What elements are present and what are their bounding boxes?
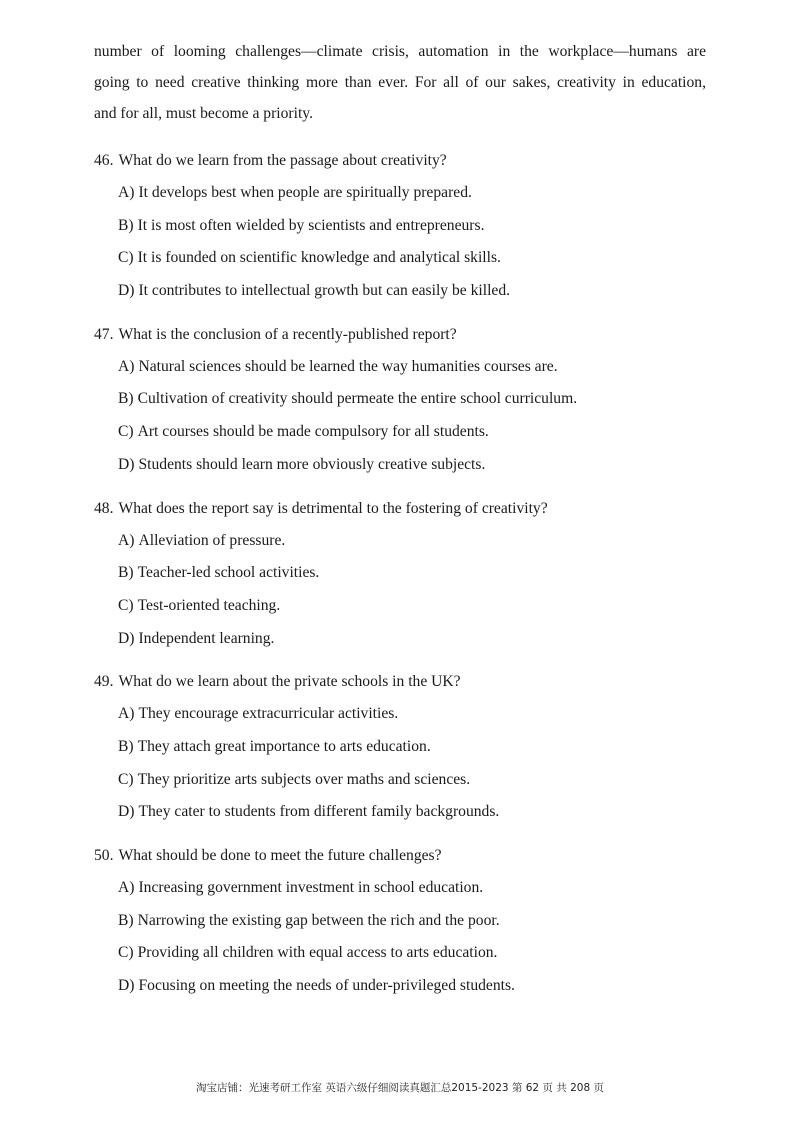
option-text: It is founded on scientific knowledge and analytical skills. — [137, 249, 501, 267]
option-letter: A) — [118, 357, 135, 375]
option-text: Alleviation of pressure. — [138, 531, 286, 549]
option-a — [94, 698, 714, 731]
option-letter: B) — [118, 216, 134, 234]
option-a — [94, 351, 714, 384]
option-text: Students should learn more obviously creative subjects. — [138, 455, 486, 473]
option-d — [94, 796, 714, 829]
option-text: They prioritize arts subjects over maths and sciences. — [137, 770, 471, 788]
option-letter: D) — [118, 977, 135, 995]
option-d — [94, 449, 714, 482]
option-c — [94, 242, 714, 275]
option-letter: C) — [118, 944, 134, 962]
page-footer: 淘宝店铺：光速考研工作室 英语六级仔细阅读真题汇总2015-2023 第 62 页 共 208 页 — [196, 1082, 604, 1094]
option-d — [94, 970, 714, 1003]
option-b — [94, 905, 714, 938]
option-letter: A) — [118, 879, 135, 896]
question-49 — [94, 666, 714, 829]
option-c — [94, 937, 714, 970]
question-stem — [94, 145, 714, 177]
question-stem — [94, 319, 714, 351]
option-letter: B) — [118, 911, 134, 929]
option-letter: B) — [118, 564, 134, 582]
option-text: Independent learning. — [138, 629, 275, 647]
option-b — [94, 383, 714, 416]
option-letter: D) — [118, 282, 135, 300]
option-text: They attach great importance to arts education. — [137, 737, 431, 755]
question-number: 47. — [94, 325, 114, 343]
question-text: What does the report say is detrimental to the fostering of creativity? — [118, 499, 548, 517]
question-50 — [94, 840, 714, 1003]
option-letter: B) — [118, 737, 134, 755]
passage-ending — [94, 36, 706, 129]
option-a — [94, 525, 714, 558]
passage-line: and for all, must become a priority. — [94, 105, 313, 122]
option-letter: A) — [118, 531, 135, 549]
option-c — [94, 416, 714, 449]
question-text: What is the conclusion of a recently-published report? — [118, 325, 457, 343]
question-stem — [94, 840, 714, 872]
option-letter: C) — [118, 249, 134, 267]
option-text: It contributes to intellectual growth but can easily be killed. — [138, 282, 511, 300]
option-text: Natural sciences should be learned the way humanities courses are. — [138, 357, 558, 375]
option-text: It develops best when people are spiritually prepared. — [138, 184, 472, 201]
option-text: They cater to students from different family backgrounds. — [138, 803, 500, 821]
question-47 — [94, 319, 714, 482]
question-46 — [94, 145, 714, 308]
option-letter: C) — [118, 770, 134, 788]
option-a — [94, 872, 714, 905]
option-text: Providing all children with equal access to arts education. — [137, 944, 498, 962]
option-text: Teacher-led school activities. — [137, 564, 320, 582]
question-number: 50. — [94, 847, 114, 864]
option-text: It is most often wielded by scientists and entrepreneurs. — [137, 216, 485, 234]
question-stem — [94, 493, 714, 525]
option-letter: C) — [118, 423, 134, 441]
question-text: What should be done to meet the future challenges? — [118, 847, 442, 864]
option-text: Narrowing the existing gap between the rich and the poor. — [137, 911, 500, 929]
option-c — [94, 764, 714, 797]
option-d — [94, 623, 714, 656]
option-b — [94, 210, 714, 243]
option-text: Focusing on meeting the needs of under-privileged students. — [138, 977, 515, 995]
question-list — [94, 145, 714, 1014]
option-text: Art courses should be made compulsory for all students. — [137, 423, 489, 441]
option-b — [94, 731, 714, 764]
option-letter: D) — [118, 629, 135, 647]
option-text: Increasing government investment in school education. — [138, 879, 484, 896]
option-letter: A) — [118, 705, 135, 723]
passage-line: going to need creative thinking more than ever. For all of our sakes, creativity in education, — [94, 74, 706, 91]
question-number: 49. — [94, 673, 114, 691]
option-letter: A) — [118, 184, 135, 201]
passage-line: number of looming challenges—climate crisis, automation in the workplace—humans are — [94, 43, 706, 60]
option-letter: D) — [118, 455, 135, 473]
question-stem — [94, 666, 714, 698]
option-c — [94, 590, 714, 623]
question-48 — [94, 493, 714, 656]
option-letter: B) — [118, 390, 134, 408]
option-letter: C) — [118, 596, 134, 614]
option-d — [94, 275, 714, 308]
option-text: Cultivation of creativity should permeate the entire school curriculum. — [137, 390, 578, 408]
question-text: What do we learn from the passage about creativity? — [118, 152, 447, 169]
option-letter: D) — [118, 803, 135, 821]
option-text: They encourage extracurricular activities. — [138, 705, 399, 723]
option-a — [94, 177, 714, 210]
question-number: 48. — [94, 499, 114, 517]
option-text: Test-oriented teaching. — [137, 596, 281, 614]
question-text: What do we learn about the private schools in the UK? — [118, 673, 461, 691]
option-b — [94, 557, 714, 590]
question-number: 46. — [94, 152, 114, 169]
